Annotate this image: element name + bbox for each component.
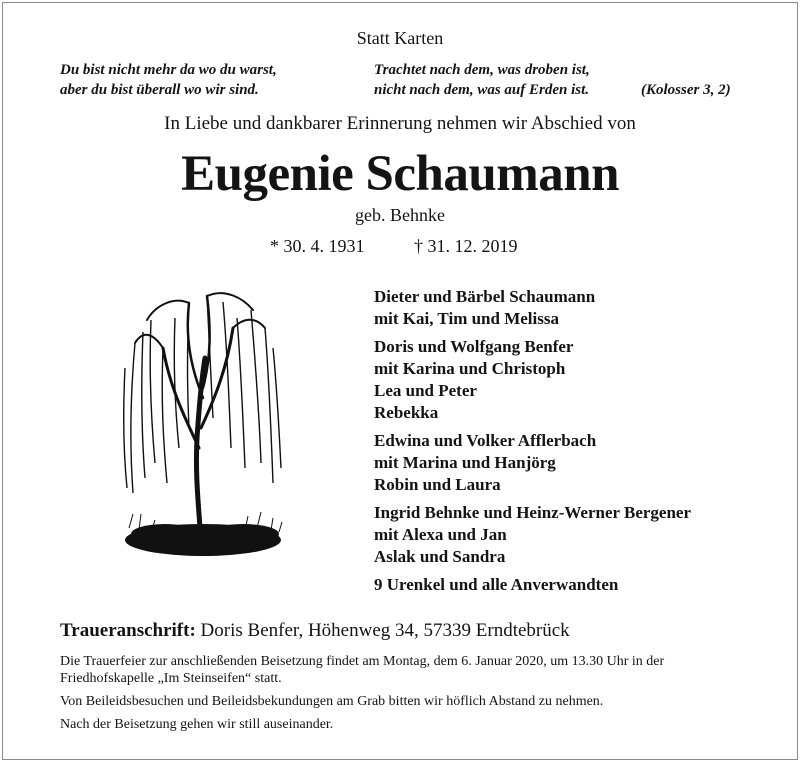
family-line: Robin und Laura xyxy=(374,475,501,494)
note-paragraph: Nach der Beisetzung gehen wir still auseinander. xyxy=(60,717,334,732)
notes xyxy=(60,653,740,739)
verse-left xyxy=(60,60,277,100)
family-group xyxy=(374,574,691,596)
header-statt-karten: Statt Karten xyxy=(356,28,444,48)
address-label: Traueranschrift: xyxy=(60,620,196,641)
note-paragraph: Von Beileidsbesuchen und Beileidsbekundungen am Grab bitten wir höflich Abstand zu nehmen. xyxy=(60,694,604,709)
verse-left-line: Du bist nicht mehr da wo du warst, xyxy=(60,62,277,78)
family-group xyxy=(374,502,691,568)
family-group xyxy=(374,336,691,424)
family-line: mit Alexa und Jan xyxy=(374,525,507,544)
family-line: Aslak und Sandra xyxy=(374,547,506,566)
family-line: mit Kai, Tim und Melissa xyxy=(374,309,559,328)
verse-reference: (Kolosser 3, 2) xyxy=(641,82,731,98)
mourning-address xyxy=(60,620,570,642)
address-value: Doris Benfer, Höhenweg 34, 57339 Erndtebrück xyxy=(200,620,570,641)
family-list xyxy=(374,286,691,602)
family-line: Ingrid Behnke und Heinz-Werner Bergener xyxy=(374,503,692,522)
verse-right-line: nicht nach dem, was auf Erden ist. xyxy=(374,82,590,98)
family-line: 9 Urenkel und alle Anverwandten xyxy=(374,575,619,594)
family-line: Dieter und Bärbel Schaumann xyxy=(374,287,596,306)
family-line: Rebekka xyxy=(374,403,439,422)
family-line: mit Karina und Christoph xyxy=(374,359,566,378)
verse-right xyxy=(374,60,590,100)
verse-right-line: Trachtet nach dem, was droben ist, xyxy=(374,62,590,78)
family-line: Doris und Wolfgang Benfer xyxy=(374,337,574,356)
birth-date: * 30. 4. 1931 xyxy=(270,236,365,256)
family-group xyxy=(374,430,691,496)
family-group xyxy=(374,286,691,330)
note-paragraph: Die Trauerfeier zur anschließenden Beisetzung findet am Montag, dem 6. Januar 2020, um 13.30 Uhr in der Friedhofskapelle „Im Steinseifen“ statt. xyxy=(60,654,665,686)
maiden-name: geb. Behnke xyxy=(355,205,445,225)
intro-text: In Liebe und dankbarer Erinnerung nehmen wir Abschied von xyxy=(164,113,636,134)
weeping-willow-icon xyxy=(115,288,290,570)
family-line: Lea und Peter xyxy=(374,381,477,400)
verse-left-line: aber du bist überall wo wir sind. xyxy=(60,82,259,98)
family-line: mit Marina und Hanjörg xyxy=(374,453,556,472)
family-line: Edwina und Volker Afflerbach xyxy=(374,431,597,450)
death-date: † 31. 12. 2019 xyxy=(414,236,518,256)
deceased-name: Eugenie Schaumann xyxy=(181,146,619,202)
